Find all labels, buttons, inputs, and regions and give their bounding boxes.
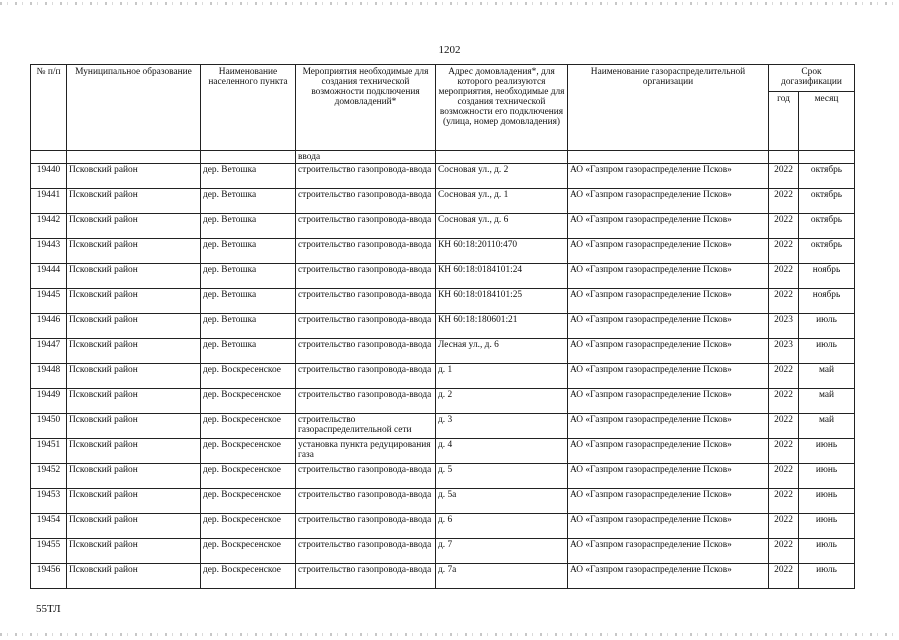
cell-address: КН 60:18:180601:21 [436,314,568,339]
cell-year: 2022 [769,489,799,514]
cell-measure: строительство газопровода-ввода [296,164,436,189]
cell-year: 2022 [769,214,799,239]
header-measures: Мероприятия необходимые для создания технической возможности подключения домовладений* [296,65,436,151]
header-term: Срок догазификации [769,65,855,92]
cell-month: октябрь [799,189,855,214]
cell-settlement: дер. Воскресенское [201,539,296,564]
cell-municipality: Псковский район [67,289,201,314]
cell-municipality: Псковский район [67,439,201,464]
continuation-cell [31,151,67,164]
table-row [31,389,855,414]
cell-address: Сосновая ул., д. 2 [436,164,568,189]
cell-settlement: дер. Ветошка [201,164,296,189]
cell-municipality: Псковский район [67,314,201,339]
cell-measure: установка пункта редуцирования газа [296,439,436,464]
cell-measure: строительство газопровода-ввода [296,214,436,239]
cell-month: июнь [799,464,855,489]
cell-measure: строительство газопровода-ввода [296,389,436,414]
cell-address: д. 7а [436,564,568,589]
cell-month: июнь [799,439,855,464]
cell-measure: строительство газопровода-ввода [296,364,436,389]
cell-municipality: Псковский район [67,214,201,239]
cell-month: октябрь [799,239,855,264]
cell-municipality: Псковский район [67,239,201,264]
cell-month: июль [799,314,855,339]
cell-year: 2023 [769,339,799,364]
cell-month: ноябрь [799,289,855,314]
table-row [31,539,855,564]
cell-year: 2022 [769,164,799,189]
cell-year: 2022 [769,189,799,214]
cell-num: 19440 [31,164,67,189]
cell-month: июль [799,339,855,364]
cell-year: 2022 [769,364,799,389]
cell-year: 2022 [769,414,799,439]
header-row [31,65,855,92]
cell-measure: строительство газопровода-ввода [296,189,436,214]
table-row [31,239,855,264]
cell-settlement: дер. Воскресенское [201,564,296,589]
cell-num: 19451 [31,439,67,464]
cell-municipality: Псковский район [67,489,201,514]
cell-municipality: Псковский район [67,414,201,439]
cell-year: 2022 [769,289,799,314]
table-row [31,464,855,489]
cell-measure: строительство газопровода-ввода [296,314,436,339]
table-row [31,339,855,364]
header-num: № п/п [31,65,67,151]
table-row [31,264,855,289]
cell-address: д. 2 [436,389,568,414]
cell-municipality: Псковский район [67,364,201,389]
table-row [31,164,855,189]
cell-num: 19448 [31,364,67,389]
cell-municipality: Псковский район [67,164,201,189]
cell-settlement: дер. Ветошка [201,314,296,339]
scan-edge-top [0,2,899,5]
table-row [31,564,855,589]
cell-address: д. 6 [436,514,568,539]
header-settlement: Наименование населенного пункта [201,65,296,151]
header-address: Адрес домовладения*, для которого реализуются мероприятия, необходимые для создания технической возможности его подключения (улица, номер домовладения) [436,65,568,151]
table-row [31,364,855,389]
cell-org: АО «Газпром газораспределение Псков» [568,314,769,339]
table-body [31,151,855,589]
cell-org: АО «Газпром газораспределение Псков» [568,289,769,314]
cell-year: 2022 [769,264,799,289]
cell-address: Сосновая ул., д. 6 [436,214,568,239]
cell-num: 19441 [31,189,67,214]
cell-address: д. 1 [436,364,568,389]
cell-address: Сосновая ул., д. 1 [436,189,568,214]
cell-year: 2022 [769,239,799,264]
cell-month: ноябрь [799,264,855,289]
cell-org: АО «Газпром газораспределение Псков» [568,364,769,389]
table-row [31,189,855,214]
cell-address: д. 5а [436,489,568,514]
table-row [31,314,855,339]
cell-measure: строительство газопровода-ввода [296,464,436,489]
cell-measure: строительство газопровода-ввода [296,539,436,564]
scan-edge-bottom [0,633,899,636]
cell-year: 2022 [769,539,799,564]
cell-num: 19456 [31,564,67,589]
header-year: год [769,92,799,151]
cell-settlement: дер. Ветошка [201,214,296,239]
cell-municipality: Псковский район [67,514,201,539]
cell-year: 2022 [769,464,799,489]
continuation-row [31,151,855,164]
header-month: месяц [799,92,855,151]
table-row [31,514,855,539]
cell-address: КН 60:18:20110:470 [436,239,568,264]
cell-municipality: Псковский район [67,189,201,214]
cell-org: АО «Газпром газораспределение Псков» [568,389,769,414]
cell-municipality: Псковский район [67,464,201,489]
cell-settlement: дер. Ветошка [201,264,296,289]
table-row [31,214,855,239]
page-number: 1202 [438,44,461,56]
cell-month: июль [799,564,855,589]
continuation-text: ввода [296,151,436,164]
continuation-cell [436,151,568,164]
cell-settlement: дер. Воскресенское [201,414,296,439]
cell-num: 19444 [31,264,67,289]
cell-measure: строительство газопровода-ввода [296,339,436,364]
continuation-cell [769,151,799,164]
cell-year: 2022 [769,564,799,589]
header-municipality: Муниципальное образование [67,65,201,151]
cell-settlement: дер. Воскресенское [201,464,296,489]
cell-org: АО «Газпром газораспределение Псков» [568,489,769,514]
cell-num: 19453 [31,489,67,514]
cell-org: АО «Газпром газораспределение Псков» [568,189,769,214]
cell-num: 19446 [31,314,67,339]
cell-org: АО «Газпром газораспределение Псков» [568,214,769,239]
cell-address: КН 60:18:0184101:25 [436,289,568,314]
cell-year: 2022 [769,389,799,414]
cell-address: д. 5 [436,464,568,489]
cell-settlement: дер. Ветошка [201,289,296,314]
cell-settlement: дер. Воскресенское [201,514,296,539]
cell-address: КН 60:18:0184101:24 [436,264,568,289]
cell-address: Лесная ул., д. 6 [436,339,568,364]
cell-num: 19450 [31,414,67,439]
cell-org: АО «Газпром газораспределение Псков» [568,239,769,264]
cell-municipality: Псковский район [67,339,201,364]
cell-address: д. 3 [436,414,568,439]
cell-month: июнь [799,514,855,539]
cell-org: АО «Газпром газораспределение Псков» [568,464,769,489]
cell-org: АО «Газпром газораспределение Псков» [568,164,769,189]
cell-num: 19443 [31,239,67,264]
cell-settlement: дер. Воскресенское [201,364,296,389]
cell-num: 19449 [31,389,67,414]
continuation-cell [201,151,296,164]
cell-measure: строительство газопровода-ввода [296,514,436,539]
continuation-cell [799,151,855,164]
cell-month: май [799,389,855,414]
cell-year: 2022 [769,514,799,539]
cell-year: 2022 [769,439,799,464]
cell-measure: строительство газопровода-ввода [296,564,436,589]
cell-num: 19447 [31,339,67,364]
cell-num: 19442 [31,214,67,239]
cell-municipality: Псковский район [67,564,201,589]
cell-num: 19454 [31,514,67,539]
table-row [31,489,855,514]
cell-org: АО «Газпром газораспределение Псков» [568,539,769,564]
cell-measure: строительство газопровода-ввода [296,239,436,264]
cell-measure: строительство газопровода-ввода [296,489,436,514]
cell-num: 19452 [31,464,67,489]
continuation-cell [568,151,769,164]
cell-num: 19455 [31,539,67,564]
cell-month: июнь [799,489,855,514]
cell-month: октябрь [799,214,855,239]
cell-municipality: Псковский район [67,539,201,564]
cell-settlement: дер. Воскресенское [201,439,296,464]
cell-year: 2023 [769,314,799,339]
continuation-cell [67,151,201,164]
cell-org: АО «Газпром газораспределение Псков» [568,264,769,289]
cell-settlement: дер. Воскресенское [201,489,296,514]
cell-address: д. 7 [436,539,568,564]
gasification-table [30,64,855,589]
cell-org: АО «Газпром газораспределение Псков» [568,514,769,539]
cell-month: май [799,414,855,439]
cell-num: 19445 [31,289,67,314]
cell-municipality: Псковский район [67,389,201,414]
cell-settlement: дер. Ветошка [201,189,296,214]
cell-settlement: дер. Воскресенское [201,389,296,414]
header-org: Наименование газораспределительной организации [568,65,769,151]
cell-measure: строительство газораспределительной сети [296,414,436,439]
cell-org: АО «Газпром газораспределение Псков» [568,414,769,439]
cell-measure: строительство газопровода-ввода [296,264,436,289]
cell-org: АО «Газпром газораспределение Псков» [568,339,769,364]
cell-month: май [799,364,855,389]
footer-code: 55ТЛ [36,603,61,615]
cell-address: д. 4 [436,439,568,464]
cell-org: АО «Газпром газораспределение Псков» [568,439,769,464]
cell-measure: строительство газопровода-ввода [296,289,436,314]
cell-settlement: дер. Ветошка [201,339,296,364]
cell-month: октябрь [799,164,855,189]
table-row [31,439,855,464]
cell-month: июль [799,539,855,564]
cell-municipality: Псковский район [67,264,201,289]
table-row [31,289,855,314]
cell-settlement: дер. Ветошка [201,239,296,264]
cell-org: АО «Газпром газораспределение Псков» [568,564,769,589]
table-row [31,414,855,439]
